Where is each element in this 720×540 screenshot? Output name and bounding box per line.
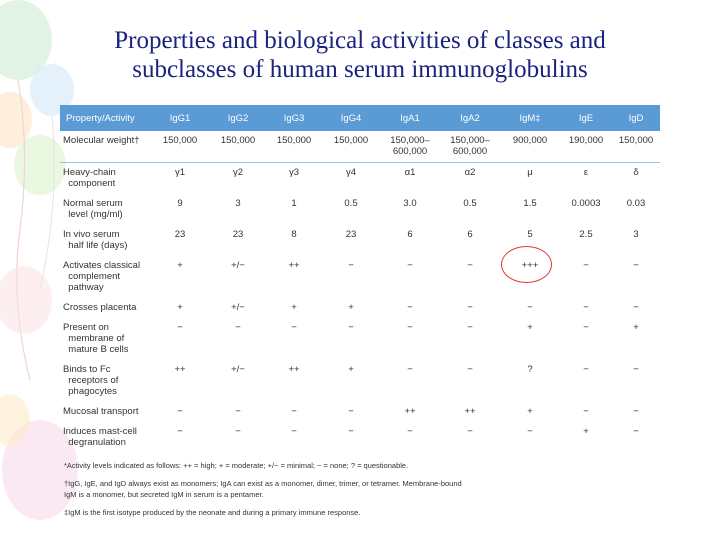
row-label: Activates classical complement pathway xyxy=(63,260,141,293)
row-label: Normal serum level (mg/ml) xyxy=(63,198,123,220)
title-line-1: Properties and biological activities of classes and xyxy=(114,27,606,54)
table-cell: 150,000– 600,000 xyxy=(440,131,500,163)
row-label: In vivo serum half life (days) xyxy=(63,229,128,251)
table-cell: − xyxy=(291,426,297,437)
table-cell: 150,000 xyxy=(612,131,660,163)
table-cell: − xyxy=(235,406,241,417)
table-cell: 5 xyxy=(527,229,533,240)
table-cell: − xyxy=(633,302,639,313)
table-row xyxy=(60,194,660,225)
table-row xyxy=(60,318,660,360)
table-cell: 23 xyxy=(345,229,357,240)
table-cell: − xyxy=(348,426,354,437)
table-cell: 6 xyxy=(467,229,473,240)
footnote-monomers xyxy=(64,478,664,500)
immunoglobulin-properties-table xyxy=(60,105,660,453)
table-cell: 150,000 xyxy=(322,131,380,163)
table-row xyxy=(60,422,660,453)
table-cell: +/− xyxy=(231,364,245,375)
table-cell: 0.0003 xyxy=(571,198,601,209)
table-cell: α2 xyxy=(464,167,476,178)
table-cell: − xyxy=(348,322,354,333)
table-cell: 900,000 xyxy=(500,131,560,163)
footnote-igm: ‡IgM is the first isotype produced by the neonate and during a primary immune response. xyxy=(64,508,361,517)
table-cell: ++ xyxy=(288,260,300,271)
table-cell: γ1 xyxy=(174,167,186,178)
row-label: Mucosal transport xyxy=(63,406,139,417)
table-cell: 1.5 xyxy=(523,198,537,209)
table-cell: − xyxy=(583,406,589,417)
table-cell: 0.5 xyxy=(344,198,358,209)
table-row xyxy=(60,256,660,298)
table-cell: ++ xyxy=(288,364,300,375)
slide-title xyxy=(30,26,690,84)
table-cell: − xyxy=(467,364,473,375)
table-cell: μ xyxy=(527,167,533,178)
table-cell: − xyxy=(633,260,639,271)
table-cell: − xyxy=(467,426,473,437)
table-cell: + xyxy=(177,260,183,271)
table-cell: 2.5 xyxy=(579,229,593,240)
table-cell: 150,000 xyxy=(150,131,210,163)
immunoglobulin-table-panel xyxy=(60,105,660,453)
table-cell: ++ xyxy=(174,364,186,375)
table-cell: − xyxy=(633,364,639,375)
table-cell: 150,000 xyxy=(210,131,266,163)
table-cell: ++ xyxy=(404,406,416,417)
table-cell: ε xyxy=(583,167,589,178)
column-header: IgA2 xyxy=(440,105,500,131)
table-cell: − xyxy=(527,302,533,313)
row-label: Heavy-chain component xyxy=(63,167,116,189)
table-cell: γ2 xyxy=(232,167,244,178)
row-label: Binds to Fc receptors of phagocytes xyxy=(63,364,119,397)
table-row xyxy=(60,225,660,256)
table-cell: − xyxy=(177,322,183,333)
table-cell: − xyxy=(633,426,639,437)
row-label: Molecular weight† xyxy=(60,131,150,163)
table-cell: − xyxy=(177,426,183,437)
table-cell: − xyxy=(467,322,473,333)
table-cell: 9 xyxy=(177,198,183,209)
table-cell: ++ xyxy=(464,406,476,417)
table-cell: 0.03 xyxy=(626,198,646,209)
table-cell: + xyxy=(348,302,354,313)
table-cell: − xyxy=(291,406,297,417)
table-cell: γ4 xyxy=(345,167,357,178)
table-cell: 6 xyxy=(407,229,413,240)
table-cell: − xyxy=(407,322,413,333)
column-header: IgG4 xyxy=(322,105,380,131)
table-header-row xyxy=(60,105,660,131)
row-label: Induces mast-cell degranulation xyxy=(63,426,137,448)
table-cell: − xyxy=(467,302,473,313)
column-header: IgE xyxy=(560,105,612,131)
table-cell: +/− xyxy=(231,260,245,271)
table-cell: − xyxy=(583,364,589,375)
table-cell: − xyxy=(348,406,354,417)
column-header: IgM‡ xyxy=(500,105,560,131)
table-row xyxy=(60,360,660,402)
title-line-2: subclasses of human serum immunoglobulins xyxy=(132,56,588,83)
table-cell: − xyxy=(583,260,589,271)
table-cell: − xyxy=(583,302,589,313)
table-cell: 3.0 xyxy=(403,198,417,209)
table-cell: 23 xyxy=(232,229,244,240)
table-cell: γ3 xyxy=(288,167,300,178)
table-cell: 23 xyxy=(174,229,186,240)
table-body xyxy=(60,131,660,453)
table-cell: 150,000– 600,000 xyxy=(380,131,440,163)
column-header: IgG2 xyxy=(210,105,266,131)
table-cell: 3 xyxy=(235,198,241,209)
table-cell: − xyxy=(235,426,241,437)
table-cell: 150,000 xyxy=(266,131,322,163)
footnote-activity-levels: *Activity levels indicated as follows: ++ = high; + = moderate; +/− = minimal; − = none; ? = questionable. xyxy=(64,461,409,470)
column-header: IgA1 xyxy=(380,105,440,131)
table-cell: − xyxy=(467,260,473,271)
table-cell: + xyxy=(291,302,297,313)
footnote-monomers-line-2: IgM is a monomer, but secreted IgM in serum is a pentamer. xyxy=(64,490,264,499)
column-header: IgD xyxy=(612,105,660,131)
table-cell: + xyxy=(348,364,354,375)
table-cell: − xyxy=(407,302,413,313)
highlight-circle xyxy=(501,246,552,283)
table-cell: + xyxy=(527,406,533,417)
footnote-monomers-line-1: †IgG, IgE, and IgD always exist as monomers; IgA can exist as a monomer, dimer, trimer, or tetramer. Membrane-bound xyxy=(64,479,462,488)
table-cell: α1 xyxy=(404,167,416,178)
row-label: Crosses placenta xyxy=(63,302,137,313)
table-cell: − xyxy=(527,426,533,437)
table-cell: 8 xyxy=(291,229,297,240)
table-cell: − xyxy=(583,322,589,333)
table-row xyxy=(60,298,660,318)
table-cell: δ xyxy=(633,167,639,178)
table-cell: 0.5 xyxy=(463,198,477,209)
row-label: Present on membrane of mature B cells xyxy=(63,322,129,355)
table-row xyxy=(60,163,660,195)
table-cell: + xyxy=(177,302,183,313)
column-header: IgG3 xyxy=(266,105,322,131)
table-cell: − xyxy=(291,322,297,333)
table-cell: 190,000 xyxy=(560,131,612,163)
table-cell: − xyxy=(177,406,183,417)
table-cell: + xyxy=(527,322,533,333)
table-cell: +++ xyxy=(521,260,539,271)
table-cell: + xyxy=(583,426,589,437)
table-cell: − xyxy=(348,260,354,271)
column-header: Property/Activity xyxy=(60,105,150,131)
table-cell: − xyxy=(407,364,413,375)
column-header: IgG1 xyxy=(150,105,210,131)
table-cell: − xyxy=(407,426,413,437)
table-cell: +/− xyxy=(231,302,245,313)
table-cell: 3 xyxy=(633,229,639,240)
table-row xyxy=(60,402,660,422)
table-cell: + xyxy=(633,322,639,333)
table-cell: ? xyxy=(527,364,533,375)
table-cell: 1 xyxy=(291,198,297,209)
table-cell: − xyxy=(407,260,413,271)
table-cell: − xyxy=(633,406,639,417)
table-footnotes xyxy=(64,460,664,525)
table-cell: − xyxy=(235,322,241,333)
table-row xyxy=(60,131,660,163)
